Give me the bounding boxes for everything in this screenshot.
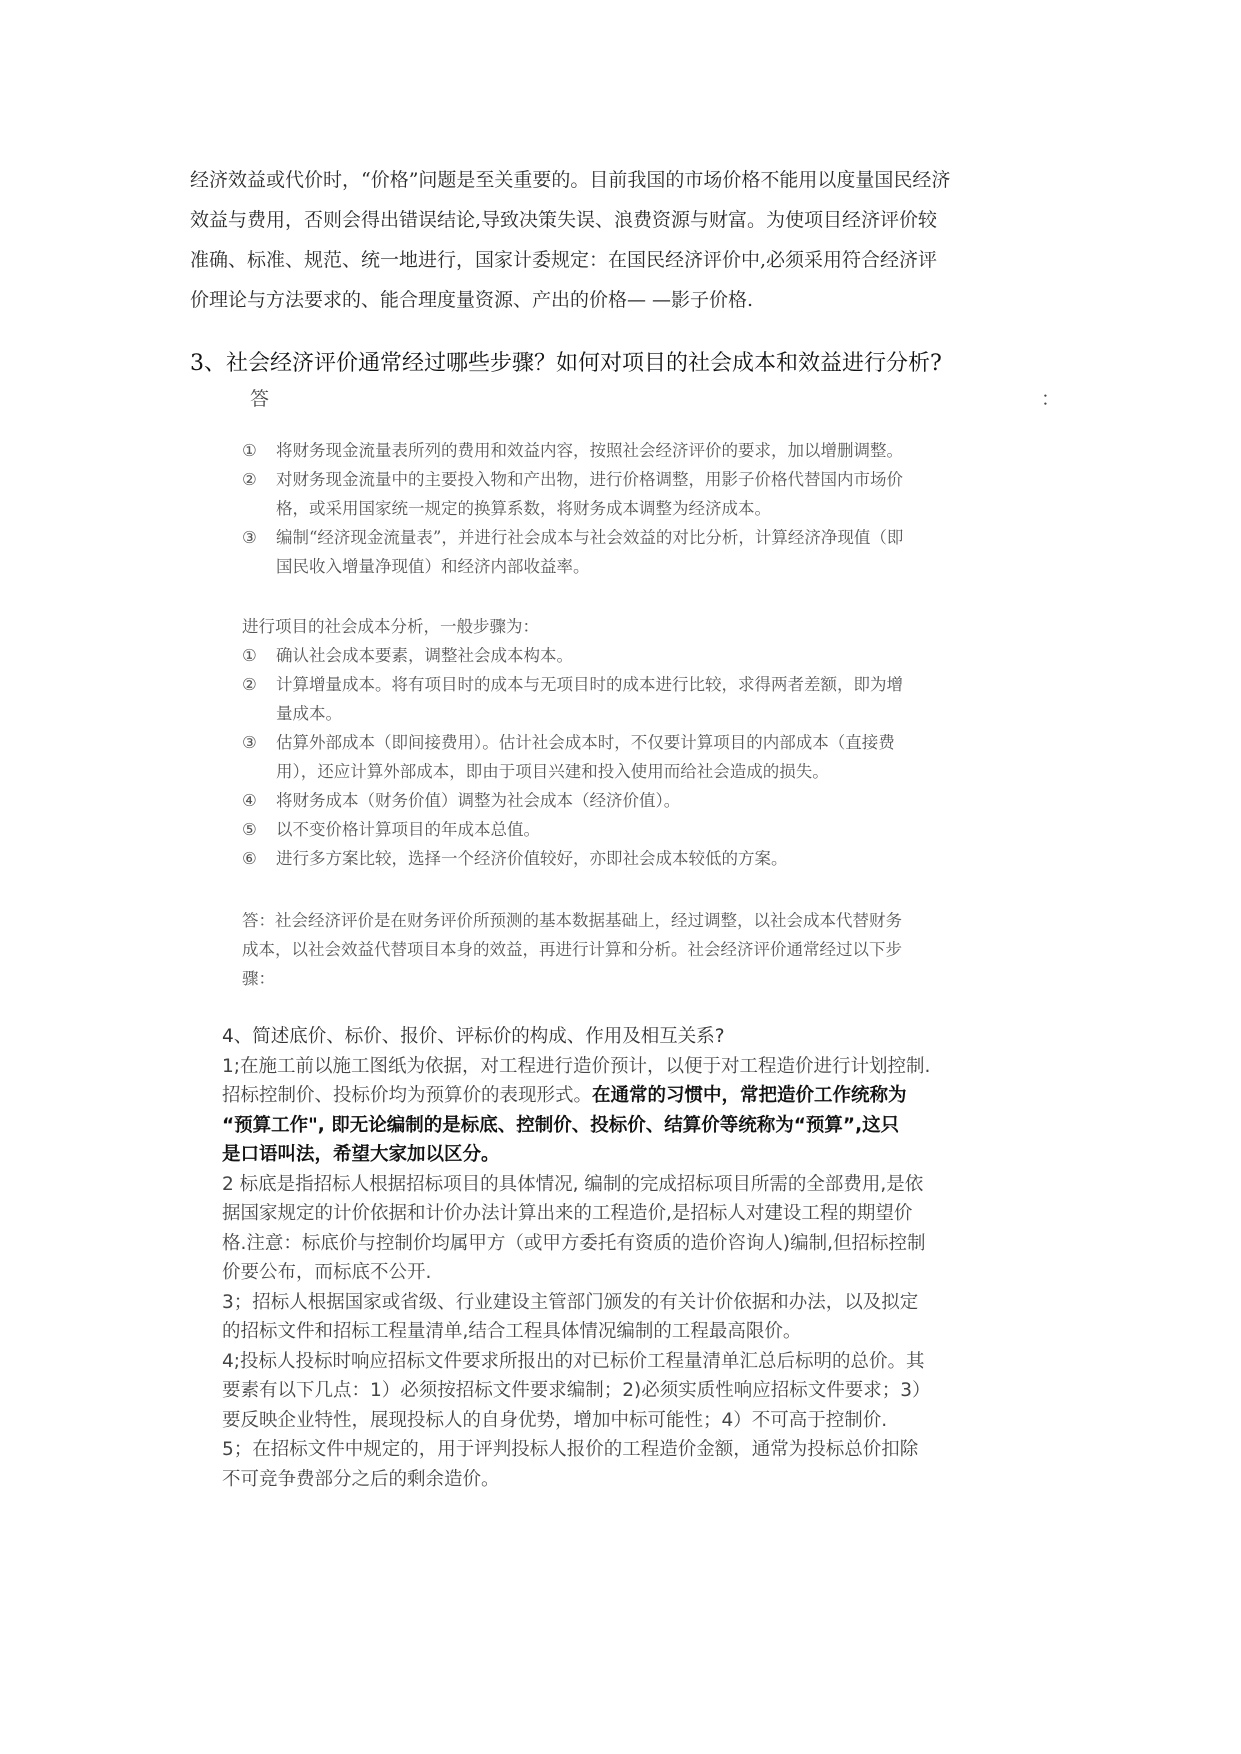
step-text: 编制“经济现金流量表”，并进行社会成本与社会效益的对比分析，计算经济净现值（即 [276,528,904,547]
step-marker: ① [242,441,257,460]
step-marker: ⑤ [242,820,257,839]
answer-line: 骤： [242,969,275,988]
paragraph-2-line: 据国家规定的计价依据和计价办法计算出来的工程造价,是招标人对建设工程的期望价 [222,1203,913,1224]
paragraph-1-line: “预算工作", 即无论编制的是标底、控制价、投标价、结算价等统称为“预算”,这只 [222,1114,900,1136]
list-item [240,436,1060,465]
cost-steps-list [240,641,1060,873]
paragraph-1-line [222,1081,1052,1111]
answer-line: 答：社会经济评价是在财务评价所预测的基本数据基础上，经过调整，以社会成本代替财务 [242,911,902,930]
step-text: 计算增量成本。将有项目时的成本与无项目时的成本进行比较，求得两者差额，即为增 [276,675,903,694]
answer-colon: ： [1040,388,1060,410]
bold-text: 在通常的习惯中，常把造价工作统称为 [592,1085,907,1106]
cost-analysis-intro: 进行项目的社会成本分析，一般步骤为： [242,617,539,636]
section-4 [222,1022,1052,1494]
question-3-heading: 3、社会经济评价通常经过哪些步骤？如何对项目的社会成本和效益进行分析? [190,351,942,376]
paragraph-1-line: 是口语叫法，希望大家加以区分。 [222,1144,500,1165]
step-text: 估算外部成本（即间接费用）。估计社会成本时，不仅要计算项目的内部成本（直接费 [276,733,895,752]
list-item [240,523,1060,581]
step-marker: ③ [242,733,257,752]
paragraph-4-line: 4;投标人投标时响应招标文件要求所报出的对已标价工程量清单汇总后标明的总价。其 [222,1350,925,1372]
question-4-heading: 4、简述底价、标价、报价、评标价的构成、作用及相互关系? [222,1026,725,1047]
intro-paragraph [190,160,1060,320]
list-item [240,786,1060,815]
paragraph-5-line: 5；在招标文件中规定的，用于评判投标人报价的工程造价金额，通常为投标总价扣除 [222,1439,919,1460]
step-text: 格，或采用国家统一规定的换算系数，将财务成本调整为经济成本。 [276,499,771,518]
paragraph-2-line: 2 标底是指招标人根据招标项目的具体情况, 编制的完成招标项目所需的全部费用,是依 [222,1173,924,1195]
step-text: 用），还应计算外部成本，即由于项目兴建和投入使用而给社会造成的损失。 [276,762,829,781]
list-item [240,465,1060,523]
step-text: 将财务现金流量表所列的费用和效益内容，按照社会经济评价的要求，加以增删调整。 [276,441,903,460]
paragraph-2-line: 价要公布，而标底不公开. [222,1262,432,1283]
paragraph-4-line: 要素有以下几点：1）必须按招标文件要求编制；2)必须实质性响应招标文件要求；3） [222,1380,931,1401]
answer-label: 答 [250,388,270,410]
paragraph-2-line: 格.注意：标底价与控制价均属甲方（或甲方委托有资质的造价咨询人)编制,但招标控制 [222,1232,926,1254]
step-marker: ② [242,470,257,489]
paragraph-1-line: 1;在施工前以施工图纸为依据，对工程进行造价预计，以便于对工程造价进行计划控制. [222,1055,931,1077]
step-text: 国民收入增量净现值）和经济内部收益率。 [276,557,590,576]
step-text: 进行多方案比较，选择一个经济价值较好，亦即社会成本较低的方案。 [276,849,788,868]
intro-line: 效益与费用，否则会得出错误结论,导致决策失误、浪费资源与财富。为使项目经济评价较 [190,209,938,231]
list-item [240,844,1060,873]
paragraph-3-line: 3；招标人根据国家或省级、行业建设主管部门颁发的有关计价依据和办法，以及拟定 [222,1291,919,1313]
step-text: 对财务现金流量中的主要投入物和产出物，进行价格调整，用影子价格代替国内市场价 [276,470,903,489]
paragraph-3-line: 的招标文件和招标工程量清单,结合工程具体情况编制的工程最高限价。 [222,1321,802,1342]
intro-line: 准确、标准、规范、统一地进行，国家计委规定：在国民经济评价中,必须采用符合经济评 [190,249,938,271]
paragraph-4-line: 要反映企业特性，展现投标人的自身优势，增加中标可能性；4）不可高于控制价. [222,1409,888,1431]
step-text: 确认社会成本要素，调整社会成本构本。 [276,646,573,665]
answer-label-row [250,384,1060,414]
step-marker: ④ [242,791,257,810]
step-text: 将财务成本（财务价值）调整为社会成本（经济价值）。 [276,791,681,810]
paragraph-5-line: 不可竞争费部分之后的剩余造价。 [222,1468,500,1490]
step-text: 量成本。 [276,704,342,723]
list-item [240,670,1060,728]
step-marker: ③ [242,528,257,547]
list-item [240,815,1060,844]
intro-line: 经济效益或代价时，“价格”问题是至关重要的。目前我国的市场价格不能用以度量国民经济 [190,169,951,191]
step-marker: ① [242,646,257,665]
answer-paragraph [242,906,1042,993]
step-marker: ⑥ [242,849,257,868]
step-text: 以不变价格计算项目的年成本总值。 [276,820,540,839]
answer-line: 成本，以社会效益代替项目本身的效益，再进行计算和分析。社会经济评价通常经过以下步 [242,940,902,959]
list-item [240,641,1060,670]
intro-line: 价理论与方法要求的、能合理度量资源、产出的价格— —影子价格. [190,289,754,311]
evaluation-steps-list [240,436,1060,581]
step-marker: ② [242,675,257,694]
normal-text: 招标控制价、投标价均为预算价的表现形式。 [222,1085,593,1106]
list-item [240,728,1060,786]
